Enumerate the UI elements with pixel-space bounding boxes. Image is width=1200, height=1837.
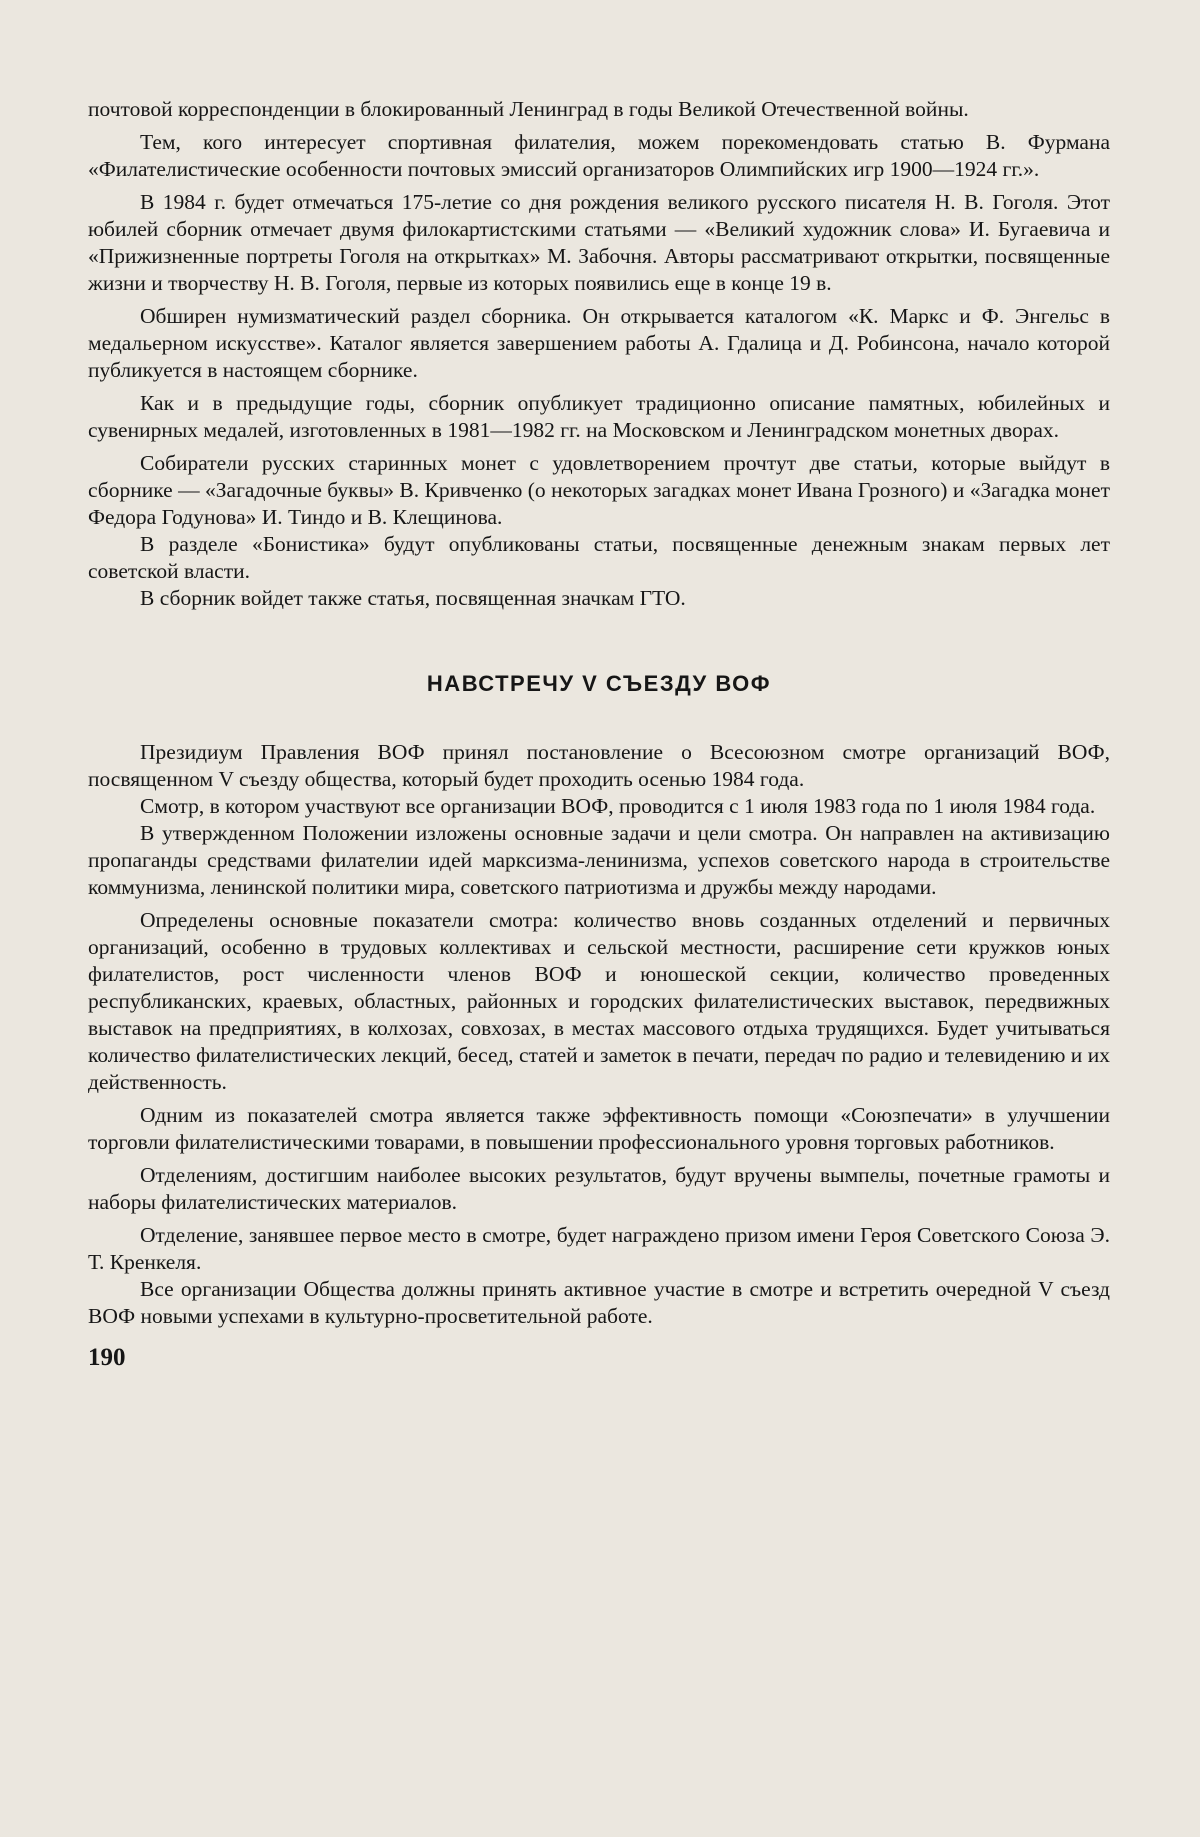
paragraph: Отделение, занявшее первое место в смотре, будет награждено призом имени Героя Советского Союза Э. Т. Кренкеля.	[88, 1223, 1110, 1274]
book-page	[88, 96, 1110, 1371]
paragraph: Смотр, в котором участвуют все организации ВОФ, проводится с 1 июля 1983 года по 1 июля 1984 года.	[140, 794, 1096, 818]
paragraph: В утвержденном Положении изложены основные задачи и цели смотра. Он направлен на активизацию пропаганды средствами филателии идей марксизма-ленинизма, успехов советского народа в строительстве коммунизма, ленинской политики мира, советского патриотизма и дружбы между народами.	[88, 821, 1110, 899]
page-number: 190	[88, 1344, 126, 1371]
paragraph: Все организации Общества должны принять активное участие в смотре и встретить очередной V съезд ВОФ новыми успехами в культурно-просветительной работе.	[88, 1277, 1110, 1328]
paragraph: Обширен нумизматический раздел сборника. Он открывается каталогом «К. Маркс и Ф. Энгельс в медальерном искусстве». Каталог является завершением работы А. Гдалица и Д. Робинсона, начало которой публикуется в настоящем сборнике.	[88, 304, 1110, 382]
paragraph: Отделениям, достигшим наиболее высоких результатов, будут вручены вымпелы, почетные грамоты и наборы филателистических материалов.	[88, 1163, 1110, 1214]
paragraph: Одним из показателей смотра является также эффективность помощи «Союзпечати» в улучшении торговли филателистическими товарами, в повышении профессионального уровня торговых работников.	[88, 1103, 1110, 1154]
paragraph: В 1984 г. будет отмечаться 175-летие со дня рождения великого русского писателя Н. В. Гоголя. Этот юбилей сборник отмечает двумя филокартистскими статьями — «Великий художник слова» И. Бугаевича и «Прижизненные портреты Гоголя на открытках» М. Забочня. Авторы рассматривают открытки, посвященные жизни и творчеству Н. В. Гоголя, первые из которых появились еще в конце 19 в.	[88, 190, 1110, 295]
paragraph: Как и в предыдущие годы, сборник опубликует традиционно описание памятных, юбилейных и сувенирных медалей, изготовленных в 1981—1982 гг. на Московском и Ленинградском монетных дворах.	[88, 391, 1110, 442]
congress-article	[88, 739, 1110, 1330]
paragraph: В разделе «Бонистика» будут опубликованы статьи, посвященные денежным знакам первых лет советской власти.	[88, 532, 1110, 583]
section-heading: НАВСТРЕЧУ V СЪЕЗДУ ВОФ	[426, 671, 772, 696]
paragraph: Президиум Правления ВОФ принял постановление о Всесоюзном смотре организаций ВОФ, посвященном V съезду общества, который будет проходить осенью 1984 года.	[88, 740, 1110, 791]
paragraph: почтовой корреспонденции в блокированный Ленинград в годы Великой Отечественной войны.	[88, 97, 969, 121]
paragraph: Тем, кого интересует спортивная филателия, можем порекомендовать статью В. Фурмана «Филателистические особенности почтовых эмиссий организаторов Олимпийских игр 1900—1924 гг.».	[88, 130, 1110, 181]
paragraph: Определены основные показатели смотра: количество вновь созданных отделений и первичных организаций, особенно в трудовых коллективах и сельской местности, расширение сети кружков юных филателистов, рост численности членов ВОФ и юношеской секции, количество проведенных республиканских, краевых, областных, районных и городских филателистических выставок, передвижных выставок на предприятиях, в колхозах, совхозах, в местах массового отдыха трудящихся. Будет учитываться количество филателистических лекций, бесед, статей и заметок в печати, передач по радио и телевидению и их действенность.	[88, 908, 1110, 1094]
review-continuation	[88, 96, 1110, 612]
paragraph: Собиратели русских старинных монет с удовлетворением прочтут две статьи, которые выйдут в сборнике — «Загадочные буквы» В. Кривченко (о некоторых загадках монет Ивана Грозного) и «Загадка монет Федора Годунова» И. Тиндо и В. Клещинова.	[88, 451, 1110, 529]
paragraph: В сборник войдет также статья, посвященная значкам ГТО.	[140, 586, 686, 610]
